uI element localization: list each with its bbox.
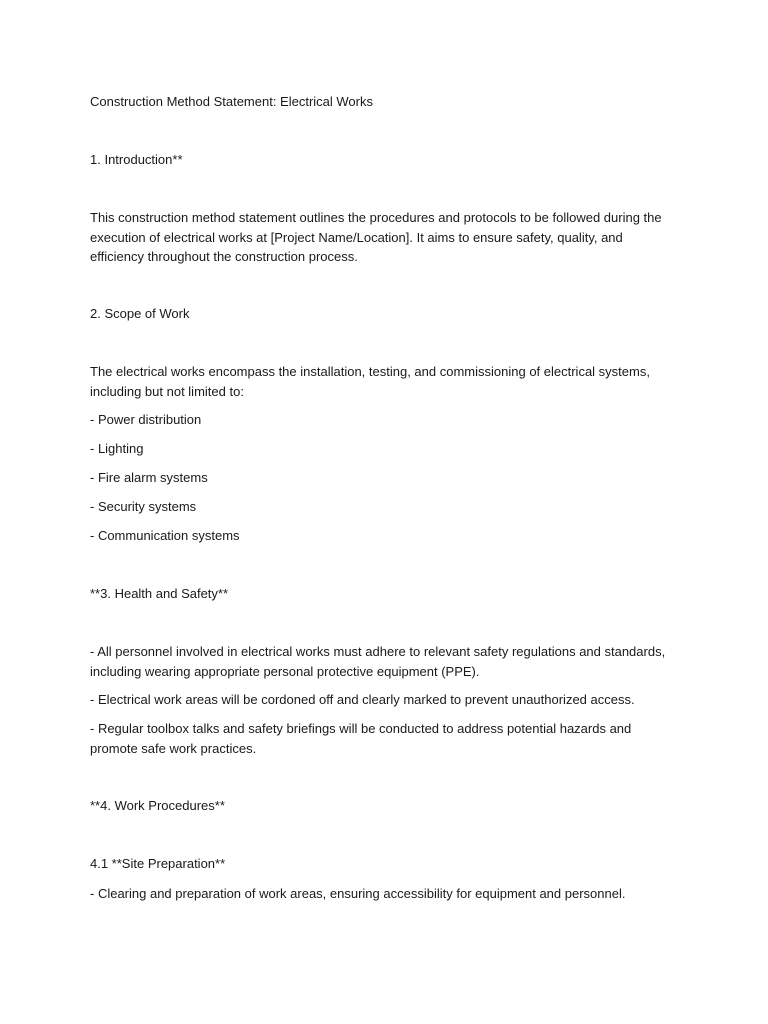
list-item: - Lighting	[90, 441, 144, 456]
subsection-heading-site-preparation: 4.1 **Site Preparation**	[90, 856, 226, 871]
section-heading-introduction: 1. Introduction**	[90, 152, 183, 167]
document-title: Construction Method Statement: Electrical Works	[90, 94, 373, 109]
list-item: - Security systems	[90, 499, 197, 514]
section-heading-health-safety: **3. Health and Safety**	[90, 586, 229, 601]
list-item: - All personnel involved in electrical works must adhere to relevant safety regulations and standards, including wearing appropriate personal protective equipment (PPE).	[90, 644, 666, 679]
list-item: - Communication systems	[90, 528, 240, 543]
list-item: - Clearing and preparation of work areas, ensuring accessibility for equipment and personnel.	[90, 886, 626, 901]
scope-paragraph: The electrical works encompass the installation, testing, and commissioning of electrical systems, including but not limited to:	[90, 364, 650, 399]
list-item: - Fire alarm systems	[90, 470, 208, 485]
introduction-paragraph: This construction method statement outlines the procedures and protocols to be followed during the execution of electrical works at [Project Name/Location]. It aims to ensure safety, quality, and efficiency throughout the construction process.	[90, 210, 662, 264]
section-heading-work-procedures: **4. Work Procedures**	[90, 798, 225, 813]
list-item: - Electrical work areas will be cordoned off and clearly marked to prevent unauthorized access.	[90, 692, 635, 707]
list-item: - Regular toolbox talks and safety briefings will be conducted to address potential hazards and promote safe work practices.	[90, 721, 632, 756]
list-item: - Power distribution	[90, 412, 202, 427]
section-heading-scope: 2. Scope of Work	[90, 306, 190, 321]
